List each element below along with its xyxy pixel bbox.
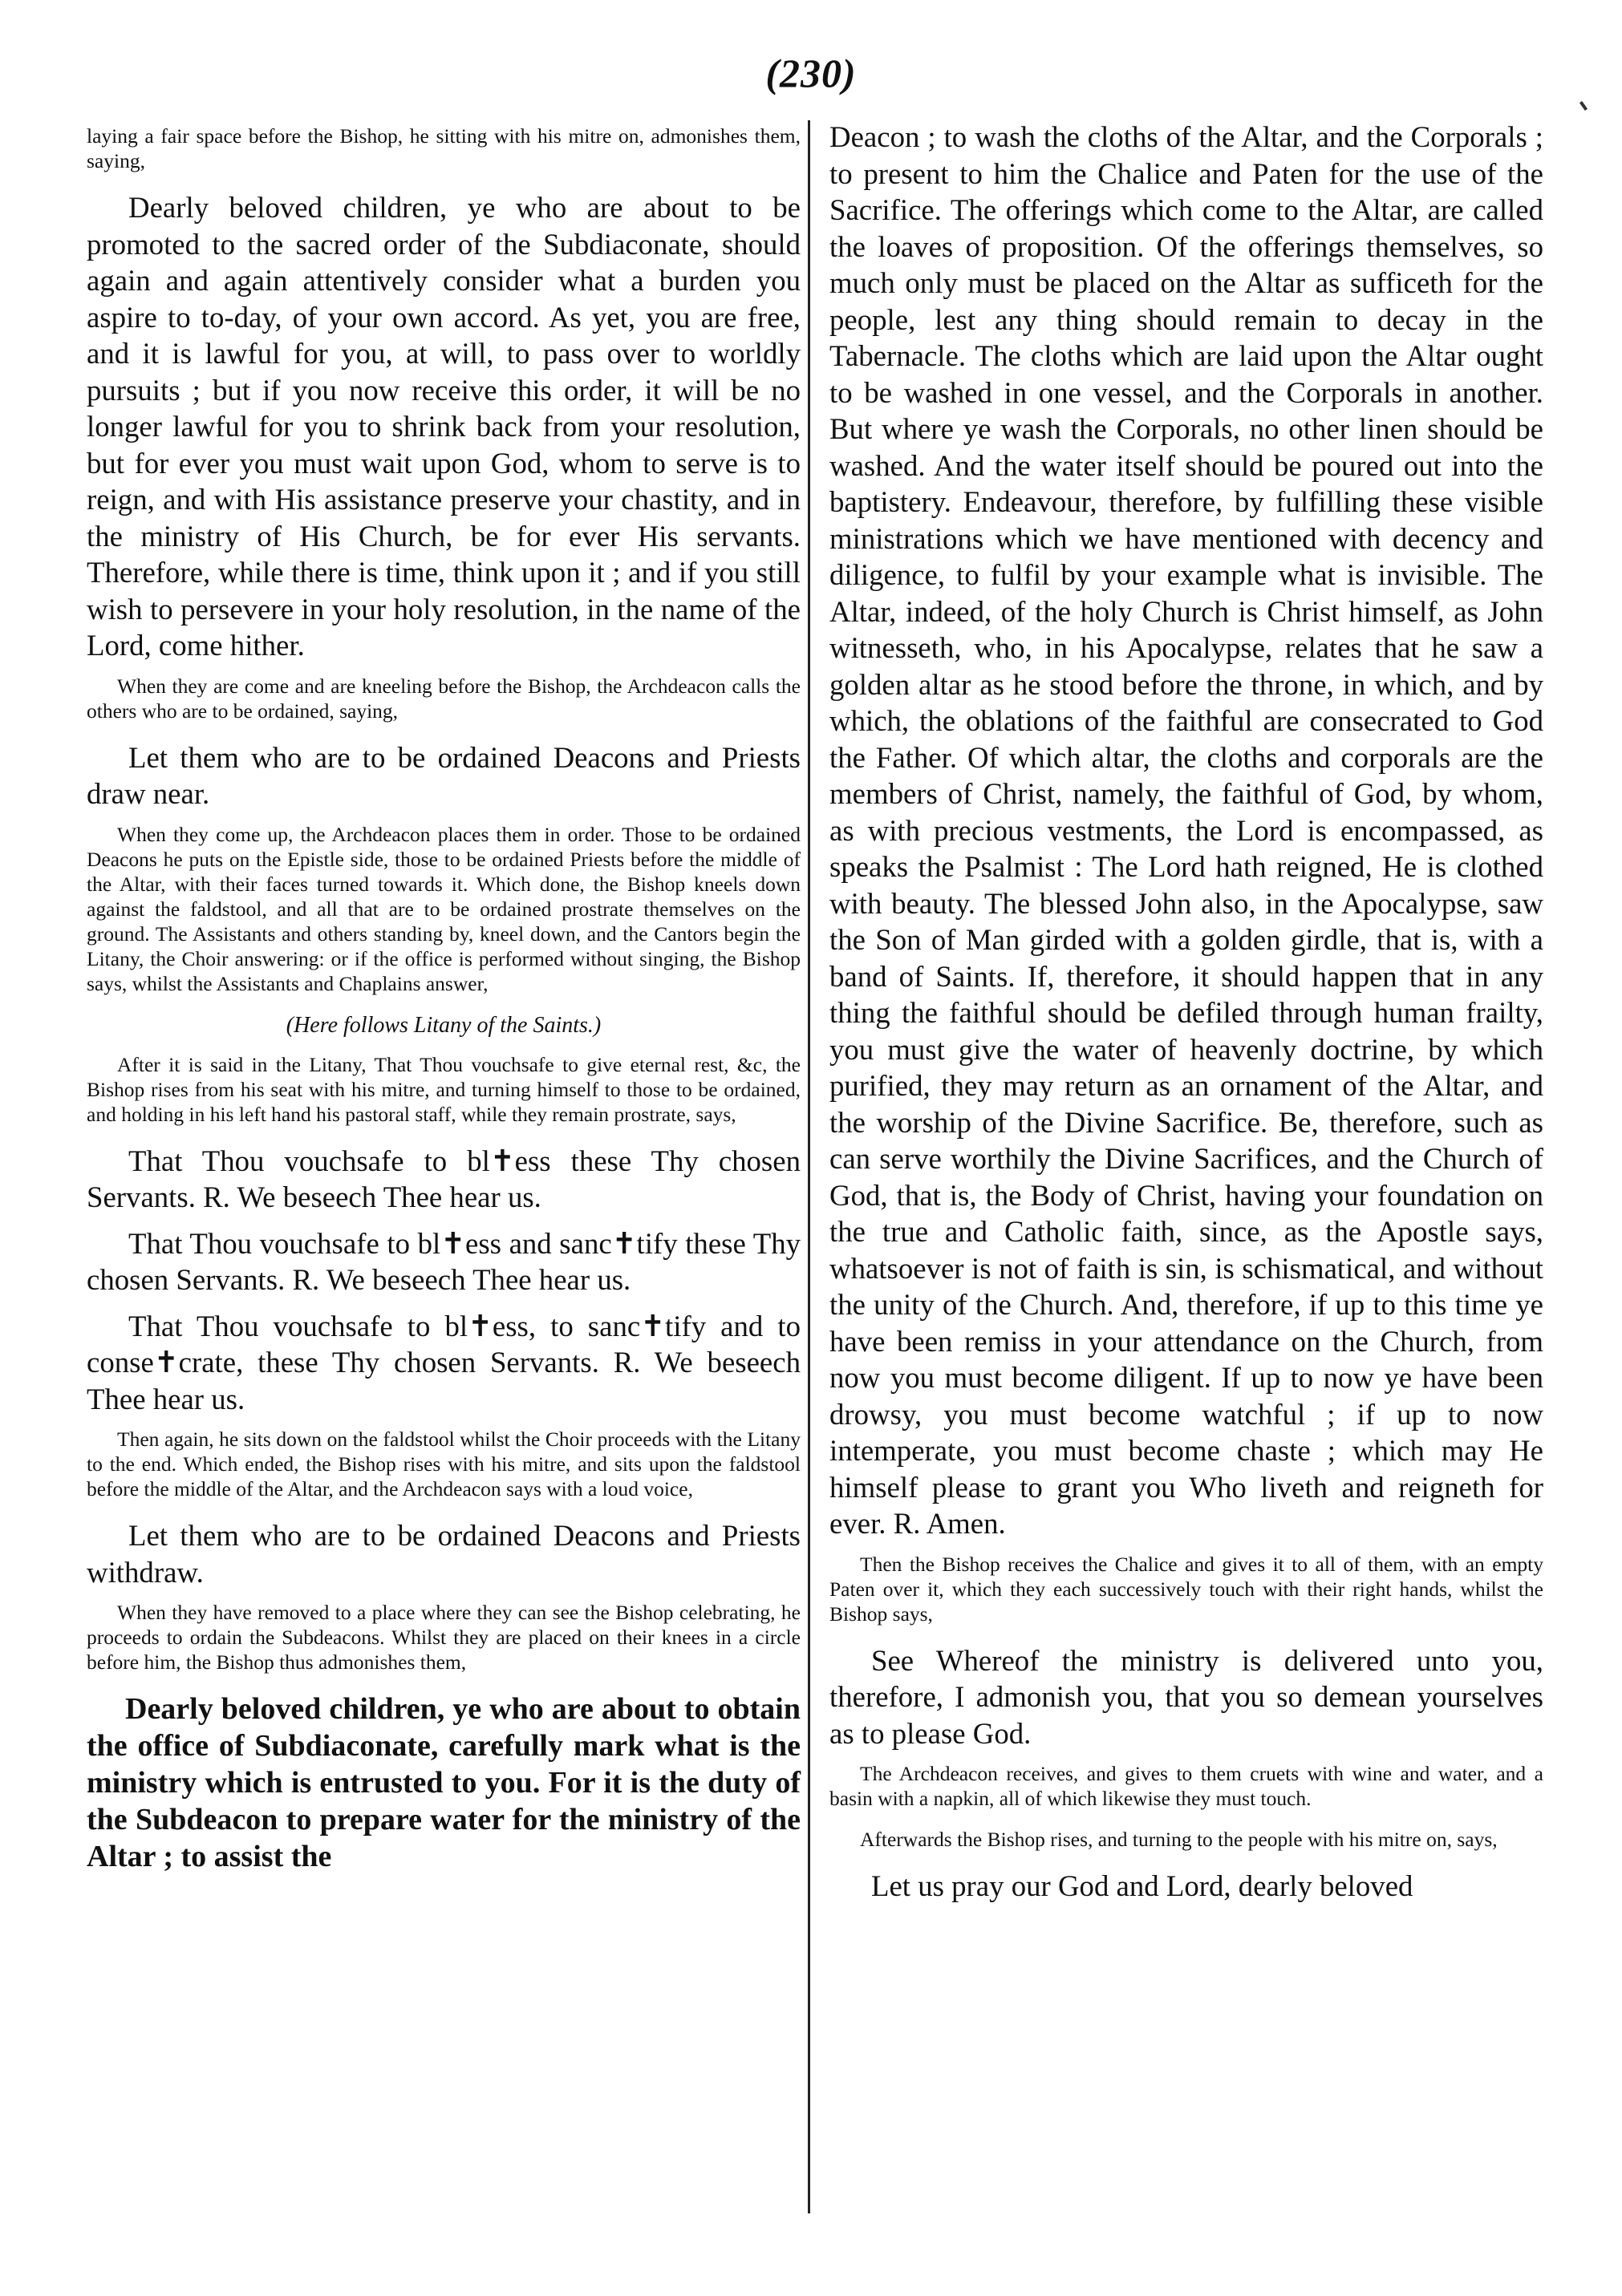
- admonition-paragraph: Dearly beloved children, ye who are about to be promoted to the sacred order of the Subdiaconate, should again and again attentively consider what a burden you aspire to to-day, of your own accord. As yet, you are free, and it is lawful for you, at will, to pass over to worldly pursuits ; but if you now receive this order, it will be no longer lawful for you to shrink back from your resolution, but for ever you must wait upon God, whom to serve is to reign, and with His assistance preserve your chastity, and in the ministry of His Church, be for ever His servants. Therefore, while there is time, think upon it ; and if you still wish to persevere in your holy resolution, in the name of the Lord, come hither.: [87, 191, 801, 662]
- rubric-text: When they have removed to a place where they can see the Bishop celebrating, he proceeds to ordain the Subdeacons. Whilst they are placed on their knees in a circle before him, the Bishop thus admonishes them,: [87, 1601, 801, 1674]
- archdeacon-call: Let them who are to be ordained Deacons and Priests draw near.: [87, 740, 801, 810]
- rubric-text: Then the Bishop receives the Chalice and gives it to all of them, with an empty Paten over it, which they each successively touch with their right hands, whilst the Bishop says,: [829, 1552, 1543, 1626]
- right-column: [829, 119, 1543, 1914]
- chalice-formula: See Whereof the ministry is delivered unto you, therefore, I admonish you, that you so demean yourselves as to please God.: [829, 1643, 1543, 1750]
- withdraw-call: Let them who are to be ordained Deacons and Priests withdraw.: [87, 1519, 801, 1589]
- prayer-invitation: Let us pray our God and Lord, dearly beloved: [871, 1869, 1413, 1902]
- page-number: (230): [765, 51, 857, 95]
- rubric-text: After it is said in the Litany, That Thou vouchsafe to give eternal rest, &c, the Bishop rises from his seat with his mitre, and turning himself to those to be ordained, and holding in his left hand his pastoral staff, while they remain prostrate, says,: [87, 1052, 801, 1126]
- rubric-text: When they are come and are kneeling before the Bishop, the Archdeacon calls the others who are to be ordained, saying,: [87, 674, 801, 723]
- litany-petition: That Thou vouchsafe to bl✝ess, to sanc✝tify and to conse✝crate, these Thy chosen Servants. R. We beseech Thee hear us.: [87, 1309, 801, 1415]
- column-divider: [808, 120, 810, 2213]
- litany-note: (Here follows Litany of the Saints.): [286, 1012, 602, 1038]
- rubric-text: When they come up, the Archdeacon places them in order. Those to be ordained Deacons he puts on the Epistle side, those to be ordained Priests before the middle of the Altar, with their faces turned towards it. Which done, the Bishop kneels down against the faldstool, and all that are to be ordained prostrate themselves on the ground. The Assistants and others standing by, kneel down, and the Cantors begin the Litany, the Choir answering: or if the office is performed without singing, the Bishop says, whilst the Assistants and Chaplains answer,: [87, 822, 801, 995]
- rubric-text: Then again, he sits down on the faldstool whilst the Choir proceeds with the Litany to the end. Which ended, the Bishop rises with his mitre, and sits upon the faldstool before the middle of the Altar, and the Archdeacon says with a loud voice,: [87, 1427, 801, 1500]
- litany-petition: That Thou vouchsafe to bl✝ess and sanc✝tify these Thy chosen Servants. R. We beseech Thee hear us.: [87, 1226, 801, 1296]
- rubric-text: Afterwards the Bishop rises, and turning to the people with his mitre on, says,: [860, 1828, 1498, 1851]
- left-column: [87, 119, 801, 1885]
- rubric-text: laying a fair space before the Bishop, he sitting with his mitre on, admonishes them, saying,: [87, 124, 801, 172]
- litany-petition: That Thou vouchsafe to bl✝ess these Thy chosen Servants. R. We beseech Thee hear us.: [87, 1144, 801, 1213]
- margin-mark: [1579, 101, 1588, 111]
- admonition-continued: Deacon ; to wash the cloths of the Altar, and the Corporals ; to present to him the Chalice and Paten for the use of the Sacrifice. The offerings which come to the Altar, are called the loaves of proposition. Of the offerings themselves, so much only must be placed on the Altar as sufficeth for the people, lest any thing should remain to decay in the Tabernacle. The cloths which are laid upon the Altar ought to be washed in one vessel, and the Corporals in another. But where ye wash the Corporals, no other linen should be washed. And the water itself should be poured out into the baptistery. Endeavour, therefore, by fulfilling these visible ministrations which we have mentioned with decency and diligence, to fulfil by your example what is invisible. The Altar, indeed, of the holy Church is Christ himself, as John witnesseth, who, in his Apocalypse, relates that he saw a golden altar as he stood before the throne, in which, and by which, the oblations of the faithful are consecrated to God the Father. Of which altar, the cloths and corporals are the members of Christ, namely, the faithful of God, by whom, as with precious vestments, the Lord is encompassed, as speaks the Psalmist : The Lord hath reigned, He is clothed with beauty. The blessed John also, in the Apocalypse, saw the Son of Man girded with a golden girdle, that is, with a band of Saints. If, therefore, it should happen that in any thing the faithful should be defiled through human frailty, you must give the water of heavenly doctrine, by which purified, they may return as an ornament of the Altar, and the worship of the Divine Sacrifice. Be, therefore, such as can serve worthily the Divine Sacrifices, and the Church of God, that is, the Body of Christ, having your foundation on the true and Catholic faith, since, as the Apostle says, whatsoever is not of faith is sin, is schismatical, and without the unity of the Church. And, therefore, if up to this time ye have been remiss in your attendance on the Church, from now you must become diligent. If up to now ye have been drowsy, you must become watchful ; if up to now intemperate, you must become chaste ; which may He himself please to grant you Who liveth and reigneth for ever. R. Amen.: [829, 120, 1543, 1540]
- rubric-text: The Archdeacon receives, and gives to them cruets with wine and water, and a basin with a napkin, all of which likewise they must touch.: [829, 1762, 1543, 1810]
- subdeacon-admonition: Dearly beloved children, ye who are about to obtain the office of Subdiaconate, carefully mark what is the ministry which is entrusted to you. For it is the duty of the Subdeacon to prepare water for the ministry of the Altar ; to assist the: [87, 1692, 801, 1873]
